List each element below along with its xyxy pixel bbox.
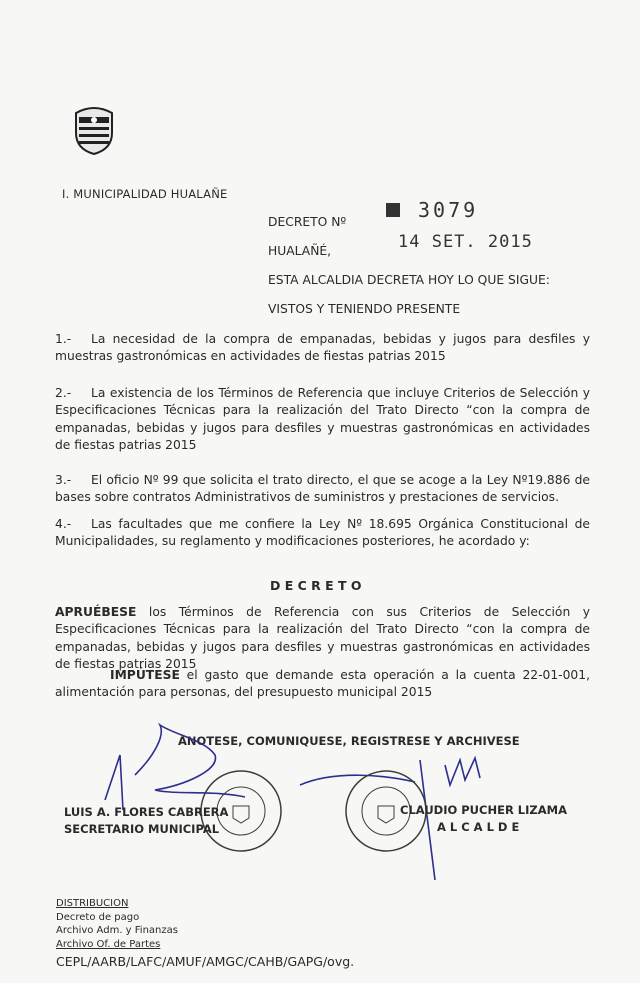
date-stamp: 14 SET. 2015 [398,232,533,252]
distribution-initials: CEPL/AARB/LAFC/AMUF/AMGC/CAHB/GAPG/ovg. [56,954,355,969]
city-label: HUALAÑÉ, [268,244,332,258]
considerando-3 [55,472,590,507]
vistos-line: VISTOS Y TENIENDO PRESENTE [268,302,461,316]
considerando-2 [55,385,590,455]
resolution-lead: APRUÉBESE [55,605,137,619]
decreto-title: D E C R E T O [270,578,362,593]
item-number: 2.- [55,386,72,400]
distribution-item: Decreto de pago [56,911,140,923]
distribution-item: Archivo Of. de Partes [56,938,161,950]
decreto-label: DECRETO Nº [268,215,347,229]
distribution-title: DISTRIBUCION [56,898,129,909]
distribution-block [56,897,178,951]
secretario-name: LUIS A. FLORES CABRERA [64,805,229,819]
item-text: La existencia de los Términos de Referencia que incluye Criterios de Selección y Especificaciones Técnicas para la realización del Trato Directo “con la compra de empanadas, bebidas y jugos para desfiles y muestras gastronómicas en actividades de fiestas patrias 2015 [55,386,590,453]
alcalde-title: A L C A L D E [437,820,520,834]
distribution-item: Archivo Adm. y Finanzas [56,925,178,936]
municipality-name: I. MUNICIPALIDAD HUALAÑE [62,187,228,201]
resolution-lead: IMPÚTESE [110,668,180,682]
considerando-1 [55,331,590,366]
alcaldia-line: ESTA ALCALDIA DECRETA HOY LO QUE SIGUE: [268,273,550,287]
item-text: El oficio Nº 99 que solicita el trato directo, el que se acoge a la Ley Nº19.886 de bases sobre contratos Administrativos de suministros y prestaciones de servicios. [55,473,590,505]
secretario-title: SECRETARIO MUNICIPAL [64,822,220,836]
item-text: La necesidad de la compra de empanadas, bebidas y jugos para desfiles y muestras gastronómicas en actividades de fiestas patrias 2015 [55,332,590,364]
item-text: Las facultades que me confiere la Ley Nº 18.695 Orgánica Constitucional de Municipalidades, su reglamento y modificaciones posteriores, he acordado y: [55,517,590,549]
item-number: 1.- [55,332,72,346]
item-number: 3.- [55,473,72,487]
resolution-text: el gasto que demande esta operación a la cuenta 22-01-001, alimentación para personas, del presupuesto municipal 2015 [55,668,590,700]
stamp-mark-icon [386,203,400,217]
municipal-crest-icon [70,103,118,155]
closing-line: ANOTESE, COMUNIQUESE, REGISTRESE Y ARCHIVESE [178,734,520,748]
decreto-number: 3079 [418,198,479,222]
resolution-apruebese [55,604,590,674]
alcalde-name: CLAUDIO PUCHER LIZAMA [400,803,567,817]
considerando-4 [55,516,590,551]
resolution-text: los Términos de Referencia con sus Criterios de Selección y Especificaciones Técnicas para la realización del Trato Directo “con la compra de empanadas, bebidas y jugos para desfiles y muestras gastronómicas en actividades de fiestas patrias 2015 [55,605,590,672]
item-number: 4.- [55,517,72,531]
resolution-imputese [55,667,590,702]
